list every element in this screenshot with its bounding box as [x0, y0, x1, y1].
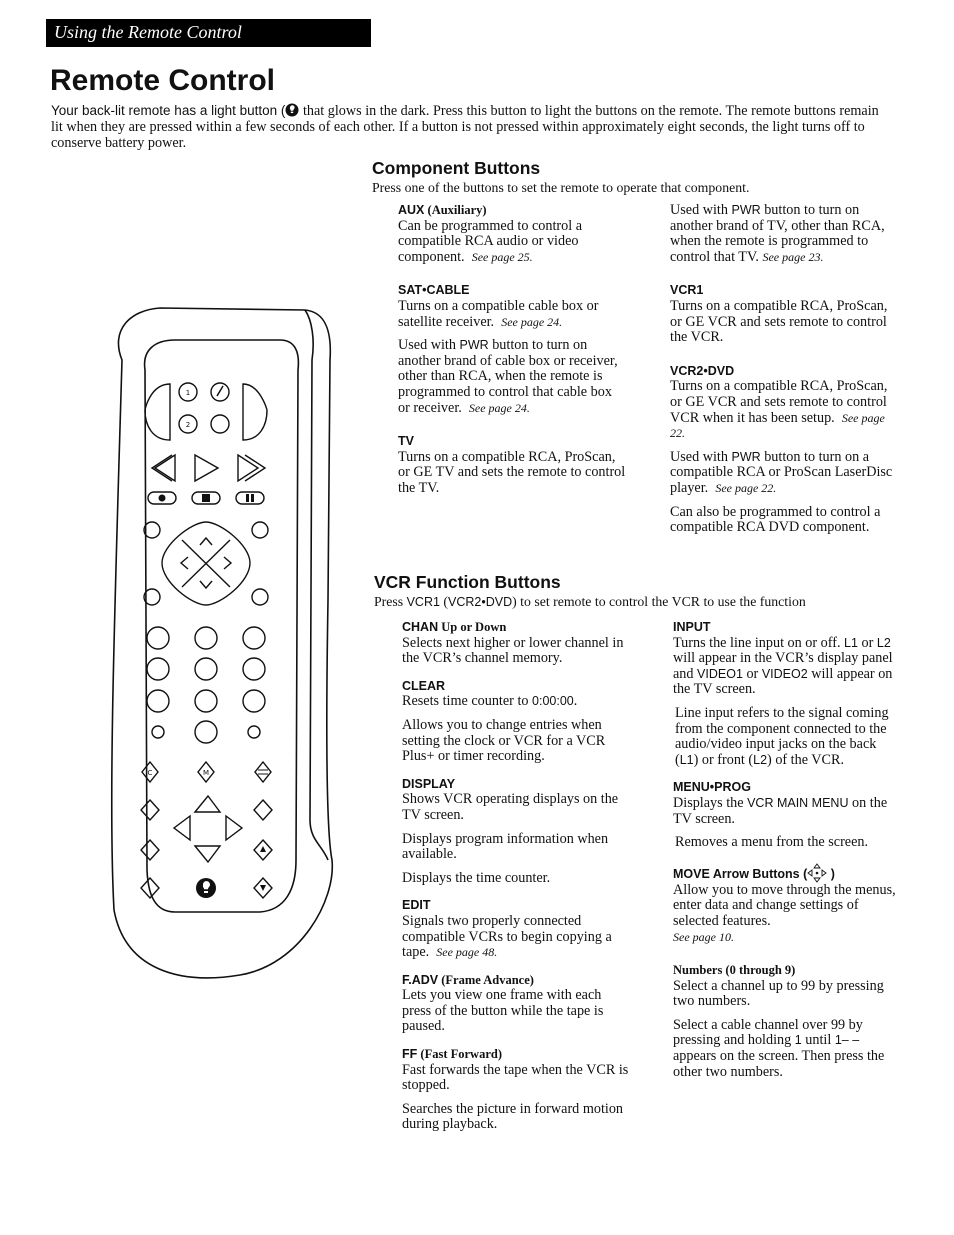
- menu-prog-entry: MENU•PROG Displays the VCR MAIN MENU on the TV screen. Removes a menu from the screen.: [673, 780, 888, 851]
- numpad-key-1: [147, 627, 169, 649]
- numpad-key-7: [147, 690, 169, 712]
- rewind-button: [152, 455, 175, 481]
- numpad-small-left-button: [152, 726, 164, 738]
- input-diamond-button: [255, 762, 271, 782]
- clear-button: [252, 589, 268, 605]
- numpad-key-9: [243, 690, 265, 712]
- vcr-right-column: [673, 620, 901, 1088]
- dpad-left-arrow: [181, 557, 188, 569]
- numpad-key-4: [147, 658, 169, 680]
- edit-entry: EDIT Signals two properly connected compatible VCRs to begin copying a tape. See page 48.: [402, 898, 612, 961]
- button-one-label: 1: [185, 389, 191, 397]
- numpad-key-0: [195, 721, 217, 743]
- section-tab: [46, 19, 371, 47]
- numpad-key-3: [243, 627, 265, 649]
- move-arrows-icon: [807, 866, 827, 882]
- upper-left-diamond-button: [141, 800, 159, 820]
- channel-down-arrow-glyph: [260, 885, 266, 891]
- vcr-function-lead: Press VCR1 (VCR2•DVD) to set remote to control the VCR to use the function: [374, 594, 806, 609]
- display-entry: DISPLAY Shows VCR operating displays on the TV screen. Displays program information when available. Displays the time counter.: [402, 776, 619, 886]
- numpad-key-5: [195, 658, 217, 680]
- round-button: [211, 415, 229, 433]
- move-down-arrow-button: [195, 846, 220, 862]
- channel-button-label: C: [147, 769, 153, 777]
- search-button: [252, 522, 268, 538]
- component-left-column: [398, 203, 626, 505]
- dpad-right-arrow: [224, 557, 231, 569]
- pause-button: [236, 492, 264, 504]
- light-bulb-icon: [285, 103, 299, 119]
- middle-left-diamond-button: [141, 840, 159, 860]
- vcr-function-heading: VCR Function Buttons: [374, 572, 561, 592]
- menu-button-label: M: [202, 769, 210, 777]
- intro-paragraph: Your back-lit remote has a light button ( that glows in the dark. Press this button to light the buttons on the remote. The remote buttons remain lit when they are pressed within a few seconds of each other. If a button is not pressed within approximately eight seconds, the light turns off to conserve battery power.: [51, 103, 879, 151]
- move-right-arrow-button: [226, 816, 242, 840]
- aux-entry: AUX (Auxiliary) Can be programmed to control a compatible RCA audio or video component. See page 25.: [398, 203, 582, 265]
- fast-forward-button: [238, 455, 265, 481]
- vcr-left-column: [402, 620, 630, 1141]
- clear-entry: CLEAR Resets time counter to 0:00:00. Allows you to change entries when setting the clock or VCR for a VCR Plus+ or timer recording.: [402, 678, 606, 765]
- numpad-key-6: [243, 658, 265, 680]
- tv-entry: TV Turns on a compatible RCA, ProScan, or GE TV and sets the remote to control the TV.: [398, 434, 626, 496]
- light-button-glyph: [217, 386, 223, 396]
- play-button: [195, 455, 218, 481]
- left-half-button: [145, 384, 170, 440]
- numbers-entry: Numbers (0 through 9) Select a channel up to 99 by pressing two numbers. Select a cable channel over 99 by pressing and holding 1 until 1– – appears on the screen. Then press the other two numbers.: [673, 963, 885, 1080]
- pause-bar-left: [246, 494, 249, 502]
- remote-side-ridge: [305, 310, 328, 860]
- vcr2-entry: VCR2•DVD Turns on a compatible RCA, ProScan, or GE VCR and sets remote to control VCR when it has been setup. See page 22. Used with PWR button to turn on a compatible RCA or ProScan LaserDisc player. See page 22. Can also be programmed to control a compatible RCA DVD component.: [670, 363, 893, 536]
- pause-bar-right: [251, 494, 254, 502]
- move-arrow-entry: MOVE Arrow Buttons ( ) Allow you to move through the menus, enter data and change settings of selected features. See page 10.: [673, 863, 901, 945]
- remote-face-panel: [145, 340, 299, 912]
- component-buttons-heading: Component Buttons: [372, 158, 541, 178]
- component-right-column: Used with PWR button to turn on another brand of TV, other than RCA, when the remote is programmed to control that TV. See page 23. VCR1 Turns on a compatible RCA, ProScan, or GE VCR and sets remote to control the VCR. VCR2•DVD Turns on a compatible RCA, ProScan, or GE VCR and sets remote to control VCR when it has been setup. See page 22. Used with PWR button to turn on a compatible RCA or ProScan LaserDisc player. See page 22. Can also be programmed to control a compatible RCA DVD component.: [670, 203, 898, 544]
- numpad-small-right-button: [248, 726, 260, 738]
- channel-up-arrow-glyph: [260, 846, 266, 852]
- dpad-dividers: [182, 540, 230, 587]
- vcr1-entry: VCR1 Turns on a compatible RCA, ProScan, or GE VCR and sets remote to control the VCR.: [670, 283, 888, 346]
- numpad-key-8: [195, 690, 217, 712]
- page-title: Remote Control: [50, 64, 275, 97]
- move-up-arrow-button: [195, 796, 220, 812]
- satcable-entry: SAT•CABLE Turns on a compatible cable box or satellite receiver. See page 24. Used with PWR button to turn on another brand of cable box or receiver, other than RCA, when the remote is programmed to control that cable box or receiver. See page 24.: [398, 283, 618, 416]
- remote-light-button-icon: [196, 878, 216, 898]
- numpad-key-2: [195, 627, 217, 649]
- button-two-label: 2: [185, 421, 191, 429]
- remote-control-illustration: [100, 300, 340, 990]
- component-buttons-lead: Press one of the buttons to set the remote to operate that component.: [372, 180, 750, 195]
- stop-square: [202, 494, 210, 502]
- move-left-arrow-button: [174, 816, 190, 840]
- fadv-entry: F.ADV (Frame Advance) Lets you view one frame with each press of the button while the tape is paused.: [402, 972, 604, 1035]
- dpad-up-arrow: [200, 538, 212, 545]
- section-tab-label: Using the Remote Control: [54, 22, 242, 42]
- record-dot: [159, 495, 166, 502]
- chan-entry: CHAN Up or Down Selects next higher or lower channel in the VCR’s channel memory.: [402, 620, 624, 667]
- input-button-glyph: [258, 770, 268, 774]
- dpad-down-arrow: [200, 581, 212, 588]
- right-half-button: [243, 384, 267, 440]
- input-entry: INPUT Turns the line input on or off. L1 or L2 will appear in the VCR’s display panel and VIDEO1 or VIDEO2 will appear on the TV screen. Line input refers to the signal coming from the component connected to the audio/video input jacks on the back (L1) or front (L2) of the VCR.: [673, 620, 893, 768]
- upper-right-diamond-button: [254, 800, 272, 820]
- ff-entry: FF (Fast Forward) Fast forwards the tape when the VCR is stopped. Searches the picture in forward motion during playback.: [402, 1047, 629, 1133]
